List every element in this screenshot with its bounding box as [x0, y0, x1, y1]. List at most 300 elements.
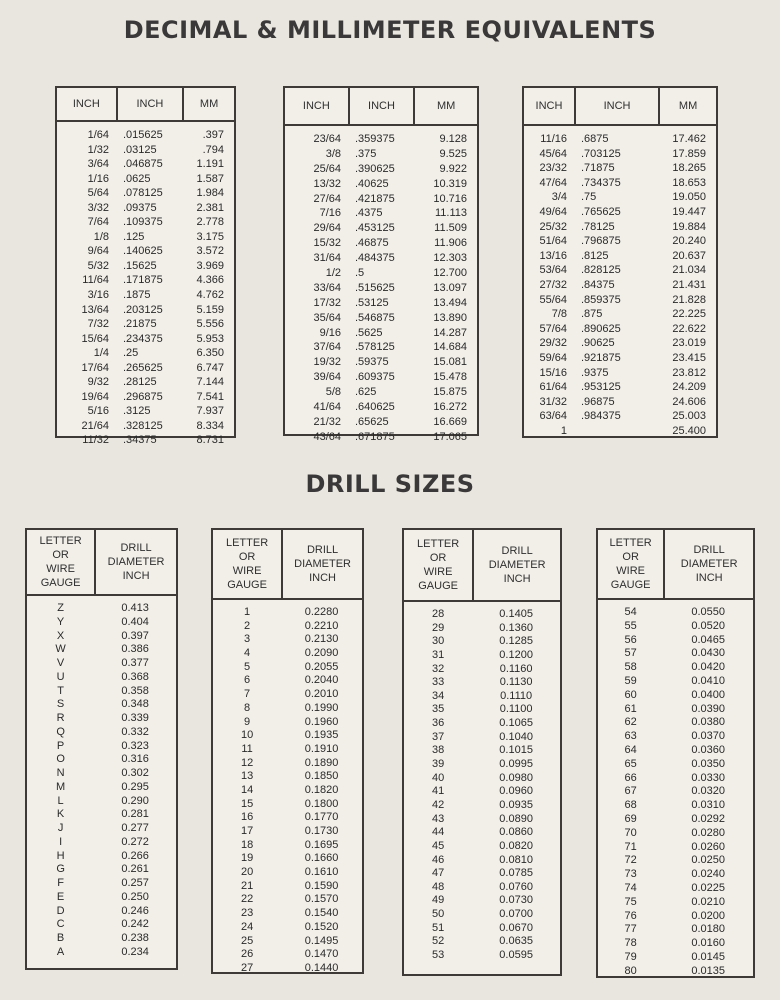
table-row: [213, 716, 362, 730]
table-row: [404, 881, 560, 895]
table-row: [27, 905, 176, 919]
table-row: [598, 937, 753, 951]
table-row: [213, 688, 362, 702]
drill-table-gauge-28-53: [402, 528, 562, 976]
fraction-cell: 33/64: [313, 281, 341, 294]
fraction-cell: 17/32: [313, 296, 341, 309]
gauge-cell: 29: [432, 621, 445, 634]
diameter-cell: 0.1590: [304, 879, 339, 892]
column-header-fraction: INCH: [302, 100, 330, 112]
header-line: DIAMETER: [680, 558, 738, 570]
diameter-cell: 0.1540: [304, 907, 339, 920]
decimal-cell: .109375: [123, 216, 163, 229]
diameter-cell: 0.1520: [304, 920, 339, 933]
table-row: [524, 380, 716, 395]
header-line: LETTER: [39, 535, 82, 547]
table-row: [27, 808, 176, 822]
decimal-cell: .78125: [581, 220, 615, 233]
gauge-cell: J: [57, 822, 64, 834]
table-row: [285, 400, 477, 415]
table-row: [213, 784, 362, 798]
table-body: [524, 126, 716, 438]
drill-table-gauge-1-27: [211, 528, 364, 974]
diameter-cell: 0.0810: [499, 853, 533, 866]
table-row: [598, 827, 753, 841]
gauge-cell: L: [57, 794, 64, 807]
mm-cell: 13.097: [433, 281, 467, 294]
table-row: [404, 717, 560, 731]
table-row: [285, 311, 477, 326]
fraction-cell: 63/64: [539, 410, 567, 423]
diameter-cell: 0.1110: [500, 689, 533, 702]
decimal-cell: .640625: [355, 401, 395, 414]
header-line: DRILL: [693, 544, 725, 556]
gauge-cell: 52: [432, 935, 445, 948]
mm-cell: 21.034: [672, 264, 706, 277]
table-row: [27, 918, 176, 932]
table-row: [27, 643, 176, 657]
table-row: [524, 249, 716, 264]
gauge-cell: 72: [624, 854, 637, 867]
mm-cell: .397: [202, 129, 224, 141]
decimal-cell: .875: [581, 308, 603, 321]
gauge-cell: V: [56, 657, 65, 669]
gauge-cell: 30: [432, 635, 445, 648]
gauge-cell: 40: [432, 771, 445, 784]
gauge-cell: 32: [432, 662, 445, 675]
gauge-cell: 37: [432, 730, 445, 743]
diameter-header-lines: [489, 544, 546, 586]
gauge-cell: 68: [624, 799, 637, 812]
diameter-cell: 0.0380: [691, 716, 725, 729]
gauge-cell: 20: [240, 866, 254, 879]
fraction-cell: 31/32: [539, 395, 567, 408]
table-row: [213, 620, 362, 634]
decimal-cell: .546875: [355, 311, 395, 324]
fraction-cell: 1/2: [325, 267, 341, 280]
decimal-cell: .84375: [581, 278, 615, 291]
decimal-cell: .671875: [355, 430, 395, 443]
diameter-cell: 0.0292: [691, 812, 725, 825]
diameter-cell: 0.1405: [499, 608, 533, 620]
diameter-cell: 0.397: [121, 629, 149, 642]
diameter-cell: 0.0135: [691, 964, 725, 977]
diameter-cell: 0.339: [121, 712, 149, 724]
table-row: [285, 221, 477, 236]
column-header-mm: MM: [658, 88, 716, 124]
gauge-cell: W: [55, 643, 66, 656]
diameter-cell: 0.316: [121, 753, 149, 766]
table-row: [598, 799, 753, 813]
decimal-cell: .71875: [581, 162, 615, 175]
mm-cell: 7.144: [196, 376, 224, 389]
decimal-cell: .3125: [123, 405, 151, 418]
header-line: OR: [622, 551, 639, 563]
fraction-cell: 5/16: [87, 405, 109, 418]
table-row: [27, 657, 176, 671]
fraction-cell: 3/4: [551, 191, 567, 204]
mm-cell: 14.684: [433, 341, 467, 354]
fraction-cell: 15/64: [81, 332, 109, 345]
table-row: [598, 703, 753, 717]
diameter-cell: 0.0410: [691, 674, 725, 687]
mm-cell: 17.065: [433, 430, 467, 443]
fraction-cell: 13/32: [313, 177, 341, 190]
gauge-cell: 45: [432, 839, 445, 852]
diameter-cell: 0.404: [121, 615, 149, 628]
decimal-cell: .296875: [123, 390, 163, 403]
decimal-cell: .265625: [123, 361, 163, 374]
diameter-cell: 0.386: [121, 643, 149, 656]
fraction-cell: 9/64: [87, 245, 109, 258]
gauge-cell: 25: [240, 934, 254, 947]
gauge-cell: 78: [624, 937, 637, 950]
table-row: [213, 633, 362, 647]
diameter-header-lines: [681, 543, 738, 585]
gauge-cell: F: [57, 877, 64, 889]
fraction-cell: 7/64: [87, 216, 109, 229]
header-line: INCH: [122, 570, 150, 582]
mm-cell: 13.890: [433, 311, 467, 324]
gauge-header-lines: [417, 537, 459, 593]
fraction-cell: 55/64: [539, 293, 567, 306]
decimal-cell: .421875: [355, 192, 395, 205]
diameter-cell: 0.1160: [499, 662, 533, 675]
diameter-cell: 0.1770: [304, 811, 339, 824]
diameter-cell: 0.281: [121, 808, 149, 821]
table-row: [404, 867, 560, 881]
drill-table-letters: [25, 528, 178, 970]
decimal-cell: .75: [581, 191, 597, 204]
gauge-cell: 26: [240, 948, 254, 961]
fraction-cell: 23/32: [539, 162, 567, 175]
gauge-cell: 15: [240, 797, 254, 810]
column-header-diameter: [472, 530, 560, 600]
table-row: [524, 395, 716, 410]
header-line: DRILL: [501, 545, 533, 557]
fraction-cell: 7/8: [551, 308, 567, 321]
gauge-cell: 73: [624, 868, 637, 881]
table-row: [404, 622, 560, 636]
mm-cell: 25.400: [672, 424, 706, 437]
mm-cell: 5.953: [196, 332, 224, 345]
diameter-cell: 0.1130: [499, 676, 533, 689]
mm-cell: 10.319: [433, 177, 467, 190]
fraction-cell: 47/64: [539, 176, 567, 189]
gauge-cell: 61: [624, 702, 637, 715]
gauge-cell: 48: [432, 880, 445, 893]
diameter-cell: 0.0280: [691, 826, 725, 839]
mm-cell: 22.622: [672, 322, 706, 335]
diameter-cell: 0.413: [121, 602, 149, 614]
gauge-cell: A: [56, 945, 65, 958]
gauge-cell: M: [56, 780, 66, 793]
table-row: [598, 772, 753, 786]
header-line: LETTER: [225, 537, 269, 549]
table-row: [57, 215, 234, 230]
decimal-cell: .984375: [581, 410, 621, 423]
gauge-cell: X: [56, 629, 65, 642]
mm-cell: 3.175: [196, 230, 224, 243]
mm-cell: 24.209: [672, 381, 706, 394]
gauge-cell: P: [56, 739, 65, 752]
gauge-header-lines: [39, 534, 81, 590]
decimal-cell: .453125: [355, 222, 395, 235]
diameter-cell: 0.0700: [499, 908, 533, 921]
decimal-cell: .28125: [123, 376, 157, 389]
table-row: [285, 370, 477, 385]
table-header: [213, 530, 362, 600]
table-row: [598, 689, 753, 703]
fraction-cell: 13/16: [539, 249, 567, 262]
table-row: [598, 730, 753, 744]
table-row: [524, 161, 716, 176]
column-header-gauge: [598, 530, 663, 598]
table-row: [27, 781, 176, 795]
column-header-fraction: INCH: [535, 100, 563, 112]
header-line: GAUGE: [227, 579, 267, 591]
diameter-cell: 0.0430: [691, 647, 725, 660]
table-row: [57, 244, 234, 259]
decimal-cell: .390625: [355, 162, 395, 175]
table-row: [57, 303, 234, 318]
fraction-cell: 27/64: [313, 192, 341, 205]
header-line: INCH: [503, 573, 531, 585]
diameter-cell: 0.0420: [691, 661, 725, 674]
decimal-cell: .125: [123, 230, 145, 243]
table-row: [27, 822, 176, 836]
table-row: [57, 361, 234, 376]
table-row: [27, 946, 176, 960]
decimal-cell: .234375: [123, 332, 163, 345]
decimal-cell: .5: [355, 267, 365, 280]
mm-cell: 22.225: [672, 308, 706, 321]
diameter-cell: 0.0250: [691, 854, 725, 867]
table-row: [524, 424, 716, 439]
column-header-gauge: [27, 530, 94, 594]
table-row: [57, 390, 234, 405]
mm-cell: .794: [202, 143, 224, 156]
gauge-cell: 14: [240, 783, 254, 796]
table-row: [404, 676, 560, 690]
mm-cell: 10.716: [433, 192, 467, 205]
gauge-cell: 67: [624, 785, 637, 798]
decimal-cell: .625: [355, 386, 377, 399]
mm-cell: 7.937: [196, 405, 224, 418]
diameter-cell: 0.277: [121, 822, 149, 834]
table-row: [598, 647, 753, 661]
decimal-cell: .890625: [581, 322, 621, 335]
table-row: [598, 744, 753, 758]
mm-cell: 3.969: [196, 259, 224, 272]
table-row: [57, 157, 234, 172]
header-line: OR: [429, 552, 447, 564]
fraction-cell: 3/16: [87, 289, 109, 302]
fraction-cell: 37/64: [313, 341, 341, 354]
table-row: [57, 419, 234, 434]
gauge-cell: C: [56, 918, 65, 931]
table-row: [57, 201, 234, 216]
diameter-cell: 0.1440: [304, 961, 339, 974]
decimal-cell: .90625: [581, 337, 615, 350]
table-row: [524, 176, 716, 191]
diameter-cell: 0.272: [121, 835, 149, 848]
table-row: [213, 674, 362, 688]
header-line: OR: [52, 549, 69, 561]
table-row: [213, 729, 362, 743]
decimal-cell: .59375: [355, 356, 389, 369]
fraction-cell: 25/64: [313, 162, 341, 175]
fraction-cell: 5/8: [325, 386, 341, 399]
table-body: [27, 596, 176, 960]
gauge-cell: 42: [432, 798, 445, 811]
header-line: INCH: [309, 572, 336, 584]
decimal-cell: .734375: [581, 176, 621, 189]
diameter-cell: 0.1935: [304, 729, 339, 742]
decimal-cell: .953125: [581, 381, 621, 394]
decimal-cell: .9375: [581, 366, 609, 379]
gauge-cell: 13: [240, 770, 254, 783]
gauge-cell: 77: [624, 923, 637, 936]
table-row: [404, 840, 560, 854]
fraction-cell: 3/64: [87, 158, 109, 171]
gauge-cell: 19: [240, 852, 254, 865]
gauge-cell: 9: [244, 715, 251, 728]
gauge-cell: 31: [432, 648, 445, 661]
gauge-cell: 63: [624, 730, 637, 743]
decimal-cell: .046875: [123, 158, 163, 171]
diameter-cell: 0.0550: [691, 606, 725, 618]
table-row: [404, 772, 560, 786]
header-line: WIRE: [423, 566, 453, 578]
table-header: [27, 530, 176, 596]
fraction-cell: 57/64: [539, 322, 567, 335]
mm-cell: 16.272: [433, 401, 467, 414]
mm-cell: 24.606: [672, 395, 706, 408]
fraction-cell: 61/64: [539, 381, 567, 394]
table-row: [213, 757, 362, 771]
diameter-cell: 0.0760: [499, 880, 533, 893]
fraction-cell: 21/32: [313, 415, 341, 428]
mm-cell: 17.462: [672, 133, 706, 145]
table-row: [598, 785, 753, 799]
fraction-cell: 19/32: [313, 356, 341, 369]
fraction-cell: 27/32: [539, 278, 567, 291]
table-row: [213, 606, 362, 620]
gauge-cell: 2: [244, 619, 251, 632]
gauge-cell: 60: [624, 688, 637, 701]
table-row: [213, 893, 362, 907]
decimal-cell: .171875: [123, 274, 163, 287]
decimal-cell: .375: [355, 147, 377, 160]
decimal-cell: .765625: [581, 205, 621, 218]
table-row: [404, 799, 560, 813]
gauge-cell: 33: [432, 676, 445, 689]
diameter-cell: 0.0260: [691, 840, 725, 853]
diameter-cell: 0.368: [121, 670, 149, 683]
table-row: [57, 346, 234, 361]
diameter-cell: 0.2010: [304, 688, 339, 701]
diameter-cell: 0.242: [121, 918, 149, 931]
mm-cell: 20.637: [672, 249, 706, 262]
diameter-cell: 0.1890: [304, 756, 339, 769]
gauge-cell: 46: [432, 853, 445, 866]
table-row: [285, 340, 477, 355]
decimal-cell: .46875: [355, 237, 389, 250]
gauge-cell: 12: [240, 756, 254, 769]
diameter-cell: 0.358: [121, 684, 149, 697]
gauge-cell: 1: [244, 606, 251, 618]
table-row: [27, 795, 176, 809]
fraction-cell: 1: [560, 424, 567, 437]
decimal-cell: .1875: [123, 289, 151, 302]
decimal-cell: .03125: [123, 143, 157, 156]
mm-cell: 23.415: [672, 351, 706, 364]
decimal-cell: .34375: [123, 434, 157, 447]
diameter-cell: 0.250: [121, 890, 149, 903]
gauge-cell: 57: [624, 647, 637, 660]
table-row: [404, 744, 560, 758]
diameter-cell: 0.0330: [691, 771, 725, 784]
decimal-cell: .96875: [581, 395, 615, 408]
table-row: [598, 716, 753, 730]
mm-cell: 12.700: [433, 267, 467, 280]
table-body: [598, 600, 753, 979]
table-row: [27, 740, 176, 754]
mm-cell: 9.128: [439, 133, 467, 145]
diameter-cell: 0.0370: [691, 730, 725, 743]
table-row: [404, 649, 560, 663]
table-row: [524, 220, 716, 235]
gauge-cell: 22: [240, 893, 254, 906]
fraction-cell: 1/64: [87, 129, 109, 141]
table-row: [57, 433, 234, 448]
table-row: [213, 839, 362, 853]
table-header: [57, 88, 234, 122]
mm-cell: 4.762: [196, 289, 224, 302]
decimal-cell: .921875: [581, 351, 621, 364]
column-header-diameter: [663, 530, 753, 598]
diameter-cell: 0.377: [121, 657, 149, 669]
fraction-cell: 39/64: [313, 371, 341, 384]
table-row: [524, 366, 716, 381]
gauge-cell: 23: [240, 907, 254, 920]
gauge-cell: E: [56, 890, 65, 903]
mm-cell: 15.081: [433, 356, 467, 369]
fraction-cell: 11/16: [540, 133, 567, 145]
table-row: [285, 415, 477, 430]
mm-cell: 19.884: [672, 220, 706, 233]
mm-cell: 1.191: [196, 158, 224, 171]
table-row: [524, 409, 716, 424]
fraction-cell: 1/32: [87, 143, 109, 156]
table-row: [213, 935, 362, 949]
table-row: [285, 192, 477, 207]
mm-cell: 25.003: [672, 410, 706, 423]
diameter-cell: 0.0160: [691, 937, 725, 950]
gauge-cell: 11: [241, 742, 253, 755]
diameter-cell: 0.0980: [499, 771, 533, 784]
table-row: [285, 251, 477, 266]
diameter-cell: 0.302: [121, 767, 149, 779]
header-line: DIAMETER: [488, 559, 546, 571]
decimal-cell: .203125: [123, 303, 163, 316]
mm-cell: 6.747: [196, 361, 224, 374]
table-row: [524, 351, 716, 366]
table-row: [598, 910, 753, 924]
gauge-cell: 51: [432, 921, 445, 934]
gauge-cell: 24: [240, 920, 254, 933]
